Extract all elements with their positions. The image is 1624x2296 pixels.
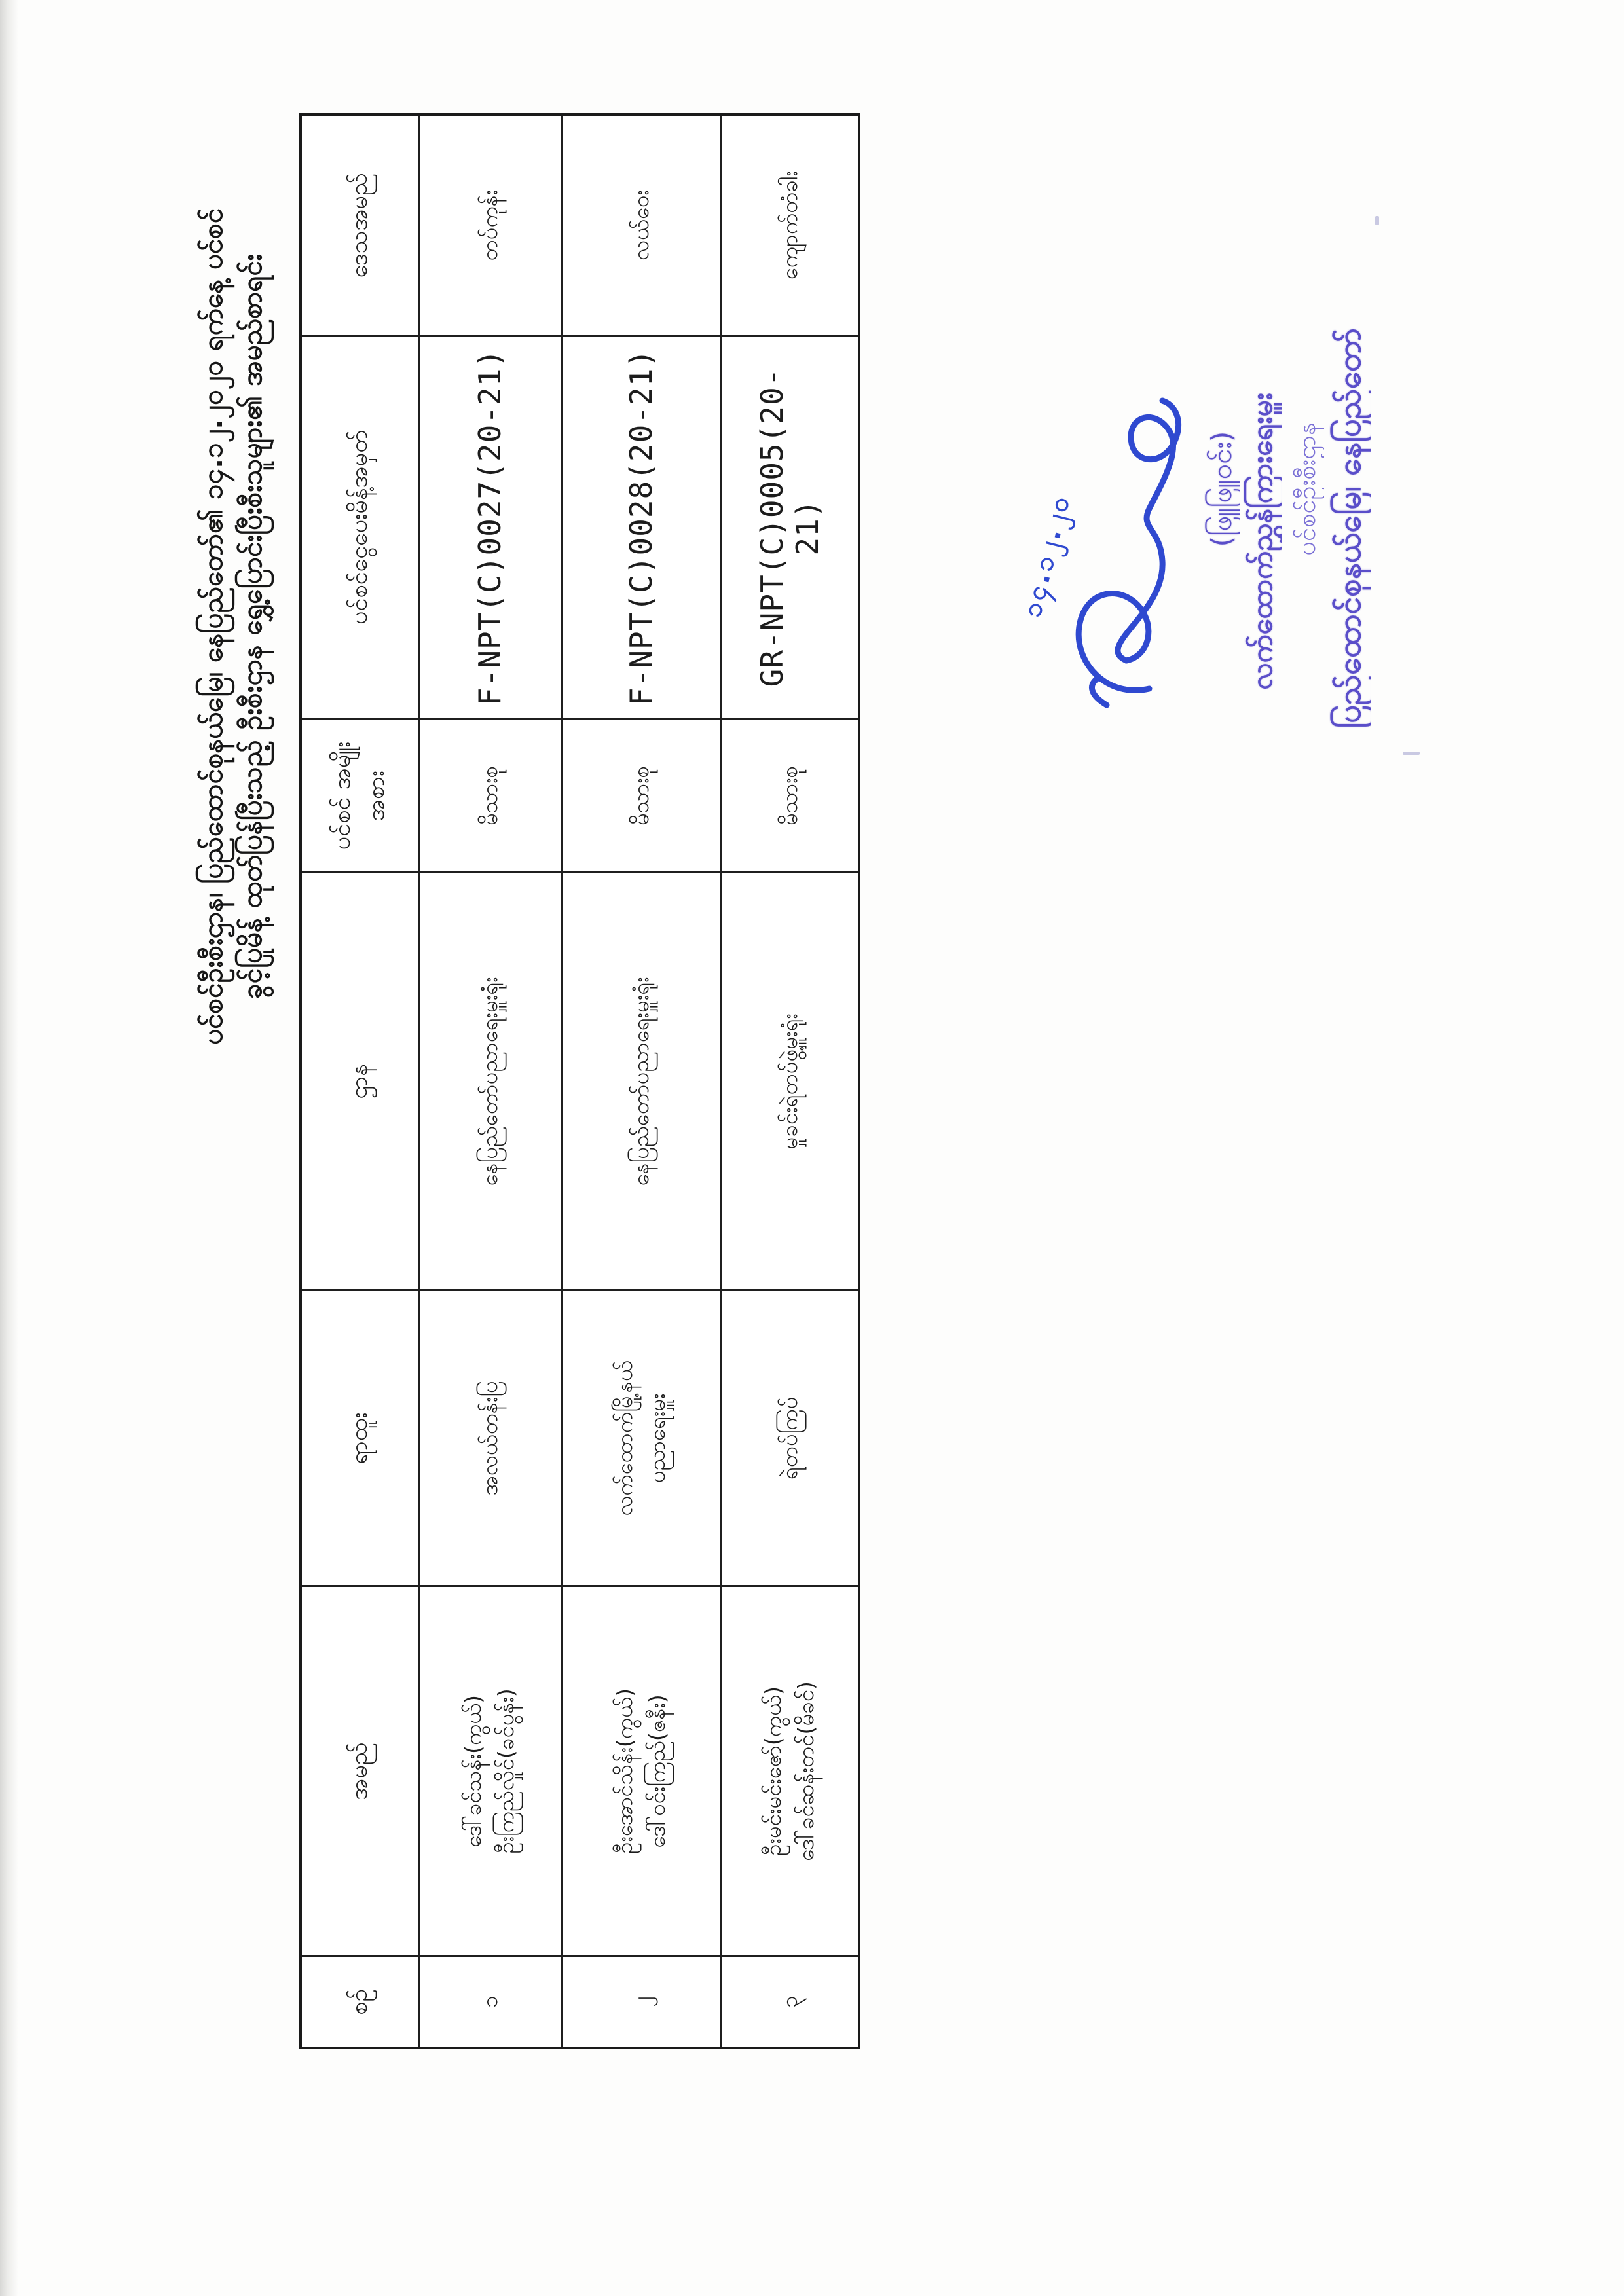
header-pension-type: ပင်စင် အမျိုးအစား (301, 719, 418, 873)
table-row (720, 115, 859, 2048)
cell-township: လယ်ဝေး (561, 115, 720, 336)
cell-order-no: F-NPT(C)0028(20-21) (561, 336, 720, 719)
pension-transfer-table (299, 113, 860, 2049)
header-row (301, 115, 418, 2048)
cell-name (720, 1586, 859, 1956)
table-row (418, 115, 561, 2048)
deceased-name: ဦးမင်းမင်းဇော်(ကွယ်) (760, 1686, 786, 1856)
cell-name (418, 1586, 561, 1956)
cell-no: ၂ (561, 1956, 720, 2048)
stamp-department: ပင်စင်ဦးစီးဌာန (1292, 422, 1321, 556)
cell-department: မှုခင်းရဲတပ်ဖွဲ့မှူးရုံး (720, 873, 859, 1290)
cell-no: ၃ (720, 1956, 859, 2048)
cell-name (561, 1586, 720, 1956)
position-line1: လက်ထောက်မြို့နယ် (611, 1360, 637, 1516)
beneficiary-name: ဦးကြည်လှိုင်(ခင်ပွန်း) (493, 1688, 519, 1854)
position-line2: ပညာရေးမှူး (644, 1393, 670, 1484)
stamp-signer-position: လက်ထောက်ညွှန်ကြားရေးမှူး (1246, 393, 1279, 690)
beneficiary-name: ဒေါ်ဝင်းကြည်(ဇနီး) (644, 1694, 670, 1848)
handwritten-date: ၁၄.၁၂.၂၀ (1016, 491, 1077, 621)
header-position: ရာထူး (301, 1290, 418, 1586)
header-department: ဌာန (301, 873, 418, 1290)
deceased-name: ဒေါ်ခင်သန်း(ကွယ်) (460, 1694, 486, 1848)
cell-order-no: GR-NPT(C)0005(20-21) (720, 336, 859, 719)
table-row (561, 115, 720, 2048)
cell-department: နေပြည်တော်ပညာရေးမှူးရုံး (418, 873, 561, 1290)
header-order-no: ပင်စင်ငွေပေးမိန့်အမှတ် (301, 336, 418, 719)
cell-position: ရဲတပ်ကြပ် (720, 1290, 859, 1586)
cell-township: ကျောက်တံခါး (720, 115, 859, 336)
header-township: ဒေသအမည် (301, 115, 418, 336)
cell-pension-type: မိသားစု (561, 719, 720, 873)
beneficiary-name: ဒေါ်ခင်ဆန်းတင်(မိခင်) (792, 1681, 819, 1861)
header-name: အမည် (301, 1586, 418, 1956)
document-title: ပင်စင်ဦးစီးဌာန၊ ပြည်ထောင်စုနယ်မြေ၊ နေပြည်တော်၏ ၁၄.၁၂.၂၀၂၀ ရက်နေ့ ပင်စင်ခွင့်ပြုမိန့် ထုတ်ပြန်ပြီးသည့် ဦးစီးဌာန ရွှေ့ပြောင်းပြီးစီးသူများ၏ အမည်စာရင်း (196, 208, 268, 1045)
deceased-name: ဦးအောင်သိန်း(ကွယ်) (611, 1688, 637, 1854)
stamp-region: ပြည်ထောင်စုနယ်မြေ၊ နေပြည်တော် (1331, 328, 1368, 729)
cell-no: ၁ (418, 1956, 561, 2048)
header-no: စဉ် (301, 1956, 418, 2048)
cell-pension-type: မိသားစု (418, 719, 561, 873)
cell-position (561, 1290, 720, 1586)
cell-order-no: F-NPT(C)0027(20-21) (418, 336, 561, 719)
cell-position: အလယ်တန်းပြ (418, 1290, 561, 1586)
cell-township: တပ်ကုန်း (418, 115, 561, 336)
stamp-signer-name: (ဖြူဖြူဝင်း) (1206, 431, 1238, 547)
cell-pension-type: မိသားစု (720, 719, 859, 873)
cell-department: နေပြည်တော်ပညာရေးမှူးရုံး (561, 873, 720, 1290)
